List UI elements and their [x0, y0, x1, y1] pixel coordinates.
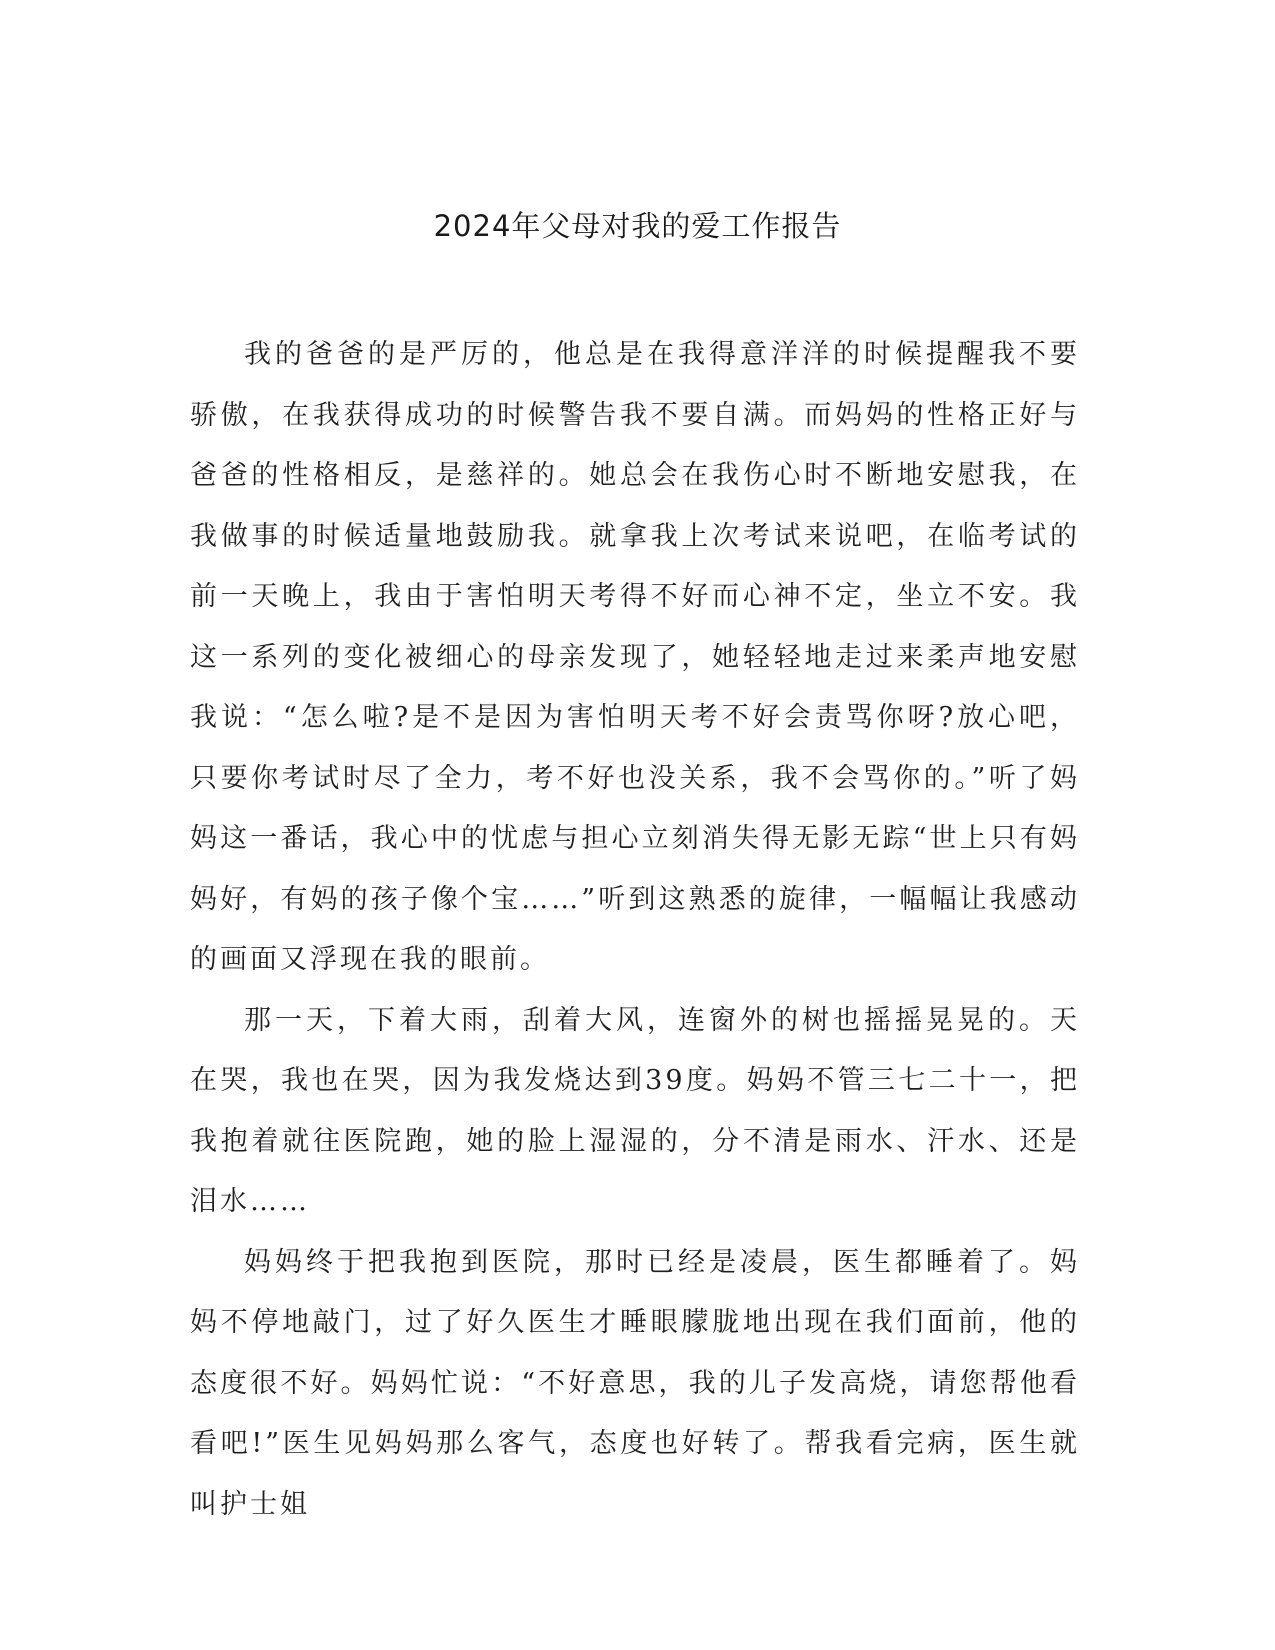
paragraph: 我的爸爸的是严厉的，他总是在我得意洋洋的时候提醒我不要骄傲，在我获得成功的时候警告我不要自满。而妈妈的性格正好与爸爸的性格相反，是慈祥的。她总会在我伤心时不断地安慰我，在我做事的时候适量地鼓励我。就拿我上次考试来说吧，在临考试的前一天晚上，我由于害怕明天考得不好而心神不定，坐立不安。我这一系列的变化被细心的母亲发现了，她轻轻地走过来柔声地安慰我说：“怎么啦?是不是因为害怕明天考不好会责骂你呀?放心吧，只要你考试时尽了全力，考不好也没关系，我不会骂你的。”听了妈妈这一番话，我心中的忧虑与担心立刻消失得无影无踪“世上只有妈妈好，有妈的孩子像个宝……”听到这熟悉的旋律，一幅幅让我感动的画面又浮现在我的眼前。	[190, 339, 1080, 975]
document-body	[190, 325, 1080, 1535]
document-title: 2024年父母对我的爱工作报告	[433, 209, 842, 243]
paragraph: 妈妈终于把我抱到医院，那时已经是凌晨，医生都睡着了。妈妈不停地敲门，过了好久医生才睡眼朦胧地出现在我们面前，他的态度很不好。妈妈忙说：“不好意思，我的儿子发高烧，请您帮他看看吧!”医生见妈妈那么客气，态度也好转了。帮我看完病，医生就叫护士姐	[190, 1246, 1080, 1520]
paragraph: 那一天，下着大雨，刮着大风，连窗外的树也摇摇晃晃的。天在哭，我也在哭，因为我发烧达到39度。妈妈不管三七二十一，把我抱着就往医院跑，她的脸上湿湿的，分不清是雨水、汗水、还是泪水……	[190, 1004, 1080, 1217]
